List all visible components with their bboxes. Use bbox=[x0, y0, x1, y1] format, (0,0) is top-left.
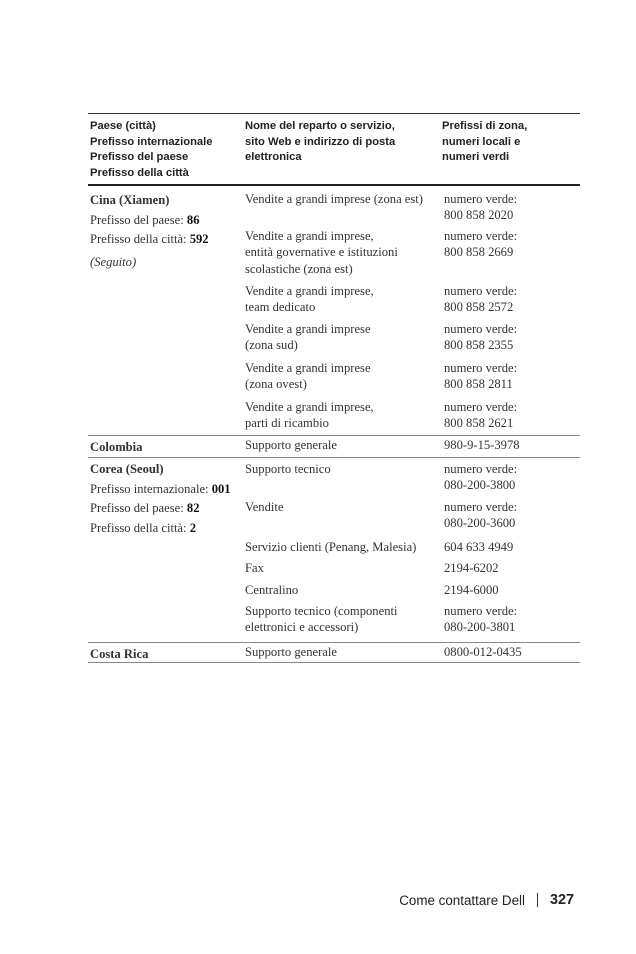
number-line: 800 858 2572 bbox=[444, 300, 514, 315]
header-service bbox=[245, 119, 395, 166]
number-line: 2194-6000 bbox=[444, 583, 499, 597]
service-cell bbox=[245, 437, 337, 453]
service-line: Supporto tecnico bbox=[245, 462, 331, 476]
header-line: Nome del reparto o servizio, bbox=[245, 120, 395, 132]
phone-number-cell bbox=[444, 539, 513, 555]
prefix-label: Prefisso della città: bbox=[90, 520, 190, 535]
table-row bbox=[88, 642, 580, 663]
service-line: Vendite a grandi imprese, bbox=[245, 284, 374, 298]
number-line: numero verde: bbox=[444, 284, 518, 298]
table-row bbox=[88, 188, 580, 436]
number-line: 080-200-3600 bbox=[444, 516, 516, 531]
service-cell bbox=[245, 560, 264, 576]
number-line: numero verde: bbox=[444, 462, 518, 476]
number-line: 604 633 4949 bbox=[444, 540, 514, 554]
prefix-line bbox=[90, 211, 209, 231]
service-cell bbox=[245, 539, 416, 555]
service-line: Vendite a grandi imprese bbox=[245, 322, 371, 336]
phone-number-cell bbox=[444, 360, 517, 393]
number-line: numero verde: bbox=[444, 500, 518, 514]
number-line: 980-9-15-3978 bbox=[444, 438, 520, 452]
country-cell bbox=[90, 460, 231, 538]
country-cell bbox=[90, 438, 142, 458]
service-cell bbox=[245, 399, 374, 432]
table-top-rule bbox=[88, 113, 580, 114]
service-line: Vendite bbox=[245, 500, 284, 514]
header-line: elettronica bbox=[245, 151, 302, 164]
service-line: Vendite a grandi imprese bbox=[245, 361, 371, 375]
number-line: 080-200-3801 bbox=[444, 620, 516, 635]
phone-number-cell bbox=[444, 603, 517, 636]
prefix-label: Prefisso del paese: bbox=[90, 501, 187, 515]
service-cell bbox=[245, 228, 398, 277]
service-line: Fax bbox=[245, 561, 264, 575]
service-cell bbox=[245, 360, 371, 393]
country-cell bbox=[90, 645, 148, 665]
country-name: Colombia bbox=[90, 440, 143, 454]
header-line: Prefisso del paese bbox=[90, 151, 189, 164]
number-line: numero verde: bbox=[444, 192, 518, 206]
service-line: Vendite a grandi imprese (zona est) bbox=[245, 192, 423, 206]
phone-number-cell bbox=[444, 461, 517, 494]
footer-section-title: Come contattare Dell bbox=[399, 892, 525, 908]
service-line: Vendite a grandi imprese, bbox=[245, 400, 374, 414]
header-line: numeri locali e bbox=[442, 135, 521, 148]
service-line: elettronici e accessori) bbox=[245, 620, 359, 635]
phone-number-cell bbox=[444, 191, 517, 224]
phone-number-cell bbox=[444, 582, 499, 598]
phone-number-cell bbox=[444, 399, 517, 432]
service-line: Supporto generale bbox=[245, 438, 337, 452]
prefix-line bbox=[90, 480, 231, 500]
table-header-rule bbox=[88, 184, 580, 186]
service-line: parti di ricambio bbox=[245, 416, 329, 431]
prefix-line bbox=[90, 230, 209, 250]
service-cell bbox=[245, 283, 374, 316]
service-cell bbox=[245, 644, 337, 660]
page-footer bbox=[399, 892, 574, 908]
header-line: sito Web e indirizzo di posta bbox=[245, 135, 396, 148]
number-line: 800 858 2669 bbox=[444, 245, 514, 260]
header-line: Prefissi di zona, bbox=[442, 120, 528, 132]
country-name: Costa Rica bbox=[90, 647, 149, 661]
service-line: scolastiche (zona est) bbox=[245, 261, 353, 276]
prefix-value: 86 bbox=[186, 212, 200, 227]
number-line: 080-200-3800 bbox=[444, 478, 516, 493]
service-line: (zona sud) bbox=[245, 338, 298, 353]
number-line: numero verde: bbox=[444, 229, 518, 243]
number-line: 0800-012-0435 bbox=[444, 645, 522, 659]
prefix-line bbox=[90, 499, 231, 519]
header-numbers bbox=[442, 119, 527, 166]
service-cell bbox=[245, 582, 298, 598]
prefix-value: 2 bbox=[189, 520, 196, 535]
header-line: Prefisso internazionale bbox=[90, 135, 213, 148]
number-line: 800 858 2020 bbox=[444, 208, 514, 223]
service-line: Centralino bbox=[245, 583, 299, 597]
footer-separator bbox=[537, 893, 538, 907]
number-line: numero verde: bbox=[444, 361, 518, 375]
prefix-label: Prefisso del paese: bbox=[90, 212, 187, 227]
continued-note: (Seguito) bbox=[90, 254, 137, 269]
header-line: numeri verdi bbox=[442, 151, 510, 164]
service-cell bbox=[245, 499, 283, 515]
phone-number-cell bbox=[444, 228, 517, 261]
service-line: (zona ovest) bbox=[245, 377, 307, 392]
service-line: Supporto tecnico (componenti bbox=[245, 604, 398, 618]
service-line: Servizio clienti (Penang, Malesia) bbox=[245, 540, 417, 554]
service-line: team dedicato bbox=[245, 300, 316, 315]
country-name: Corea (Seoul) bbox=[90, 462, 164, 476]
table-row bbox=[88, 435, 580, 458]
service-cell bbox=[245, 321, 371, 354]
number-line: 800 858 2811 bbox=[444, 377, 513, 392]
phone-number-cell bbox=[444, 321, 517, 354]
phone-number-cell bbox=[444, 560, 499, 576]
service-line: Vendite a grandi imprese, bbox=[245, 229, 374, 243]
phone-number-cell bbox=[444, 437, 520, 453]
prefix-label: Prefisso internazionale: bbox=[90, 481, 212, 496]
phone-number-cell bbox=[444, 499, 517, 532]
phone-number-cell bbox=[444, 644, 522, 660]
prefix-value: 001 bbox=[211, 481, 231, 496]
number-line: 2194-6202 bbox=[444, 561, 499, 575]
country-cell bbox=[90, 191, 209, 272]
prefix-value: 82 bbox=[186, 501, 200, 515]
number-line: numero verde: bbox=[444, 400, 518, 414]
service-cell bbox=[245, 191, 423, 207]
service-cell bbox=[245, 461, 331, 477]
table-row bbox=[88, 457, 580, 643]
service-cell bbox=[245, 603, 398, 636]
service-line: Supporto generale bbox=[245, 645, 337, 659]
header-country bbox=[90, 119, 212, 181]
prefix-label: Prefisso della città: bbox=[90, 232, 190, 246]
header-line: Prefisso della città bbox=[90, 166, 189, 179]
service-line: entità governative e istituzioni bbox=[245, 245, 398, 260]
prefix-line bbox=[90, 519, 231, 539]
phone-number-cell bbox=[444, 283, 517, 316]
header-line: Paese (città) bbox=[90, 120, 156, 132]
number-line: numero verde: bbox=[444, 604, 518, 618]
page-number: 327 bbox=[549, 892, 574, 908]
number-line: 800 858 2355 bbox=[444, 338, 514, 353]
number-line: 800 858 2621 bbox=[444, 416, 514, 431]
prefix-value: 592 bbox=[189, 232, 209, 246]
country-name: Cina (Xiamen) bbox=[90, 193, 170, 207]
number-line: numero verde: bbox=[444, 322, 518, 336]
